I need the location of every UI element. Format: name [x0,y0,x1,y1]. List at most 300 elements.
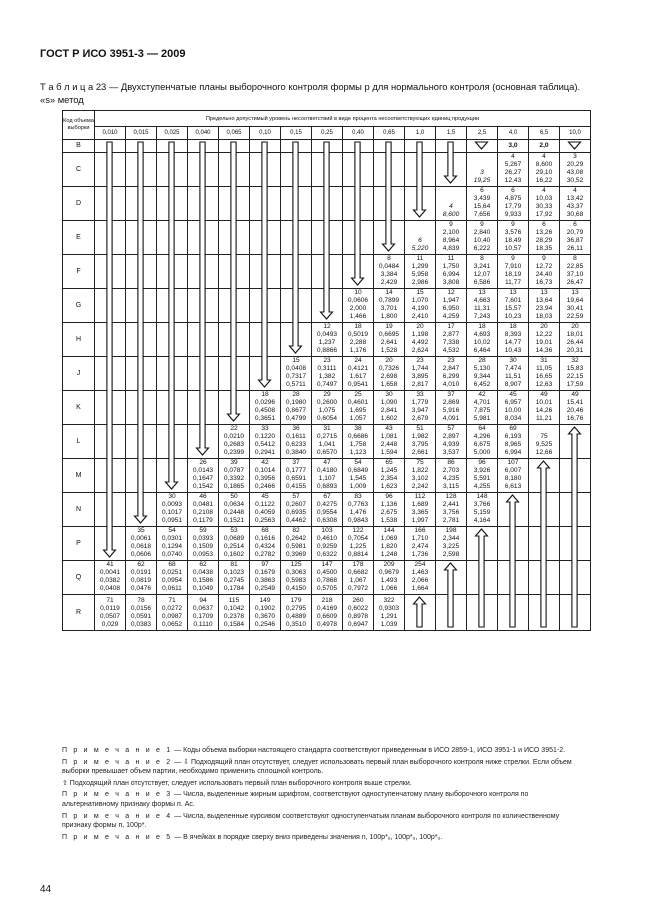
plan-values [157,597,187,630]
note-label: П р и м е ч а н и е 4 [62,812,173,820]
plan-cell [498,323,529,357]
sample-size: 18 [261,391,269,398]
sample-size: 115 [228,597,240,604]
limit-value: 0,0156 [130,605,152,612]
limit-value: 0,0611 [162,585,182,592]
limit-value: 2,242 [411,483,429,490]
limit-value: 10,03 [535,195,553,202]
limit-value: 0,9303 [378,605,400,612]
empty-cell [498,493,529,527]
sample-size: 144 [383,527,395,534]
sample-size: 46 [199,493,207,500]
plan-values [560,289,590,322]
limit-value: 43,08 [566,169,584,176]
limit-value: 1,466 [349,313,367,320]
plan-values [374,493,404,526]
limit-value: 0,3840 [285,449,307,456]
page-number: 44 [40,884,52,895]
limit-value: 2,344 [442,535,460,542]
limit-value: 0,1679 [254,569,276,576]
plan-values [467,289,497,322]
aql-level-cell: 0,025 [157,127,188,140]
row-code: J [63,357,95,391]
limit-value: 0,7763 [347,501,369,508]
plan-cell [529,391,560,425]
empty-cell [126,493,157,527]
limit-value: 0,2782 [254,551,276,558]
plan-cell [157,493,188,527]
plan-cell [560,255,591,289]
plan-cell [467,255,498,289]
sample-size: 54 [354,459,362,466]
limit-value: 30,52 [566,177,584,184]
plan-cell [250,459,281,493]
limit-value: 0,6682 [347,569,369,576]
limit-value: 3,225 [442,543,460,550]
limit-value: 1,538 [380,517,398,524]
limit-value: 2,598 [442,551,460,558]
plan-cell [498,187,529,221]
sample-size: 51 [416,425,424,432]
sample-size: 26 [199,459,207,466]
limit-value: 0,0272 [161,605,183,612]
aql-level-cell: 1,0 [405,127,436,140]
limit-value: 0,3670 [254,613,276,620]
empty-cell [219,140,250,153]
limit-value: 0,2642 [285,535,307,542]
plan-values [250,527,280,560]
plan-cell: 3,0 [498,140,529,153]
limit-value: 0,1294 [161,543,183,550]
plan-values [529,357,559,390]
limit-value: 0,2399 [223,449,245,456]
plan-values [343,527,373,560]
limit-value: 2,661 [411,449,429,456]
limit-value: 3,895 [411,373,429,380]
limit-value: 0,029 [101,621,119,628]
plan-cell [405,323,436,357]
limit-value: 0,5019 [347,331,369,338]
limit-value: 12,43 [504,177,522,184]
sample-size: 209 [383,561,395,568]
plan-values [405,459,435,492]
limit-value: 4,875 [504,195,522,202]
empty-cell [126,140,157,153]
limit-value: 0,9541 [347,381,369,388]
limit-value: 6,464 [473,347,491,354]
limit-value: 1,107 [318,475,336,482]
plan-values [436,425,466,458]
plan-cell [281,459,312,493]
empty-cell [157,255,188,289]
limit-value: 1,695 [349,407,367,414]
limit-value: 12,63 [535,381,553,388]
plan-values [374,597,404,630]
empty-cell [157,221,188,255]
limit-value: 0,0383 [130,621,152,628]
sample-size: 83 [354,493,362,500]
limit-value: 0,4150 [285,585,307,592]
sample-size: 30 [509,357,517,364]
row-code: C [63,153,95,187]
limit-value: 1,081 [380,433,398,440]
limit-value: 16,65 [535,373,553,380]
limit-value: 0,4889 [285,613,307,620]
plan-values [467,391,497,424]
sample-size: 23 [323,357,331,364]
sample-size: 128 [445,493,457,500]
limit-value: 2,354 [380,475,398,482]
plan-values [374,561,404,594]
limit-value: 0,0787 [223,467,245,474]
sample-size: 19 [385,323,393,330]
limit-value: 0,0740 [161,551,183,558]
plan-cell [281,527,312,561]
limit-value: 0,1122 [255,501,275,508]
row-code: M [63,459,95,493]
limit-value: 3,947 [411,407,429,414]
note-text: — Числа, выделенные жирным шрифтом, соответствуют одноступенчатому плану выборочного контроля по альтернативному признаку формы п. Ас. [62,791,529,808]
limit-value: 3,926 [473,467,491,474]
empty-cell [95,289,126,323]
empty-cell [188,140,219,153]
plan-cell [250,595,281,631]
plan-cell [343,357,374,391]
plan-values [281,493,311,526]
limit-value: 0,7972 [347,585,369,592]
sample-size: 42 [261,459,269,466]
sample-size: 39 [230,459,238,466]
limit-value: 10,02 [473,339,491,346]
limit-value: 10,40 [473,237,491,244]
limit-value: 0,2715 [316,433,338,440]
empty-cell [281,187,312,221]
limit-value: 0,3956 [254,475,276,482]
limit-value: 0,0210 [223,433,245,440]
limit-value: 0,0637 [192,605,214,612]
empty-cell [529,595,560,631]
plan-cell [529,187,560,221]
limit-value: 1,463 [411,569,429,576]
limit-value: 0,2600 [316,399,338,406]
plan-cell [405,357,436,391]
aql-level-cell: 0,065 [219,127,250,140]
empty-cell [405,187,436,221]
limit-value: 6,675 [473,441,491,448]
sample-size: 42 [478,391,486,398]
sample-size: 4 [511,153,515,160]
limit-value: 0,0987 [161,613,183,620]
limit-value: 13,64 [535,297,553,304]
limit-value: 13,42 [566,195,584,202]
limit-value: 2,000 [349,305,367,312]
limit-value: 6,950 [442,305,460,312]
limit-value: 10,00 [504,407,522,414]
limit-value: 3,365 [411,509,429,516]
limit-value: 0,1023 [223,569,245,576]
sample-size: 23 [416,357,424,364]
limit-value: 26,11 [566,245,583,252]
plan-values [467,425,497,458]
plan-cell [250,425,281,459]
empty-cell [560,140,591,153]
sample-size: 14 [385,289,393,296]
empty-cell [219,289,250,323]
sample-size: 28 [478,357,486,364]
plan-values [529,289,559,322]
plan-values [219,425,249,458]
limit-value: 17,79 [504,203,522,210]
plan-cell [188,459,219,493]
limit-value: 1,382 [318,373,336,380]
plan-values [188,561,218,594]
sample-size: 147 [321,561,333,568]
row-code: F [63,255,95,289]
empty-cell [126,255,157,289]
limit-value: 0,1049 [192,585,214,592]
limit-value: 0,0652 [161,621,183,628]
limit-value: 20,79 [566,229,584,236]
limit-value: 0,3651 [254,415,276,422]
row-code: Q [63,561,95,595]
limit-value: 18,01 [566,331,584,338]
plan-cell [250,561,281,595]
limit-value: 7,338 [442,339,460,346]
plan-values [343,357,373,390]
plan-values [250,459,280,492]
plan-values [436,493,466,526]
table-row [63,153,591,187]
plan-cell [219,527,250,561]
empty-cell [95,153,126,187]
limit-value: 2,288 [349,339,367,346]
empty-cell [95,255,126,289]
table-row [63,493,591,527]
limit-value: 0,1777 [285,467,307,474]
limit-value: 11,21 [535,415,552,422]
plan-values [498,357,528,390]
note-text: — ⇩ Подходящий план отсутствует, следует использовать первый план выборочного контроля ниже стрелки. Если объем выборки превышает объем партии, необходимо применить сплошной контроль. [62,758,572,776]
limit-value: 0,0951 [161,517,183,524]
limit-value: 1,009 [349,483,367,490]
limit-value: 10,43 [504,347,522,354]
plan-values [498,221,528,254]
plan-values [219,561,249,594]
table-caption: Т а б л и ц а 23 — Двухступенчатые планы выборочного контроля формы p для нормального контроля (основная таблица). «s» метод [40,81,581,105]
limit-value: 0,1602 [223,551,245,558]
limit-value: 5,159 [473,509,491,516]
sample-size: 6 [480,187,484,194]
empty-cell [312,187,343,221]
limit-value: 2,703 [442,467,460,474]
limit-value: 12,72 [535,263,553,270]
limit-value: 4,701 [473,399,491,406]
plan-values [560,153,590,186]
limit-value: 0,2108 [192,509,214,516]
plan-values [343,459,373,492]
plan-values [312,357,342,390]
limit-value: 0,4500 [316,569,338,576]
sample-size: 45 [261,493,269,500]
limit-value: 0,0591 [130,613,152,620]
empty-cell [250,289,281,323]
sample-size: 32 [571,357,579,364]
limit-value: 5,916 [442,407,460,414]
limit-value: 0,6947 [347,621,369,628]
limit-value: 1,750 [442,263,460,270]
plan-cell [157,595,188,631]
limit-value: 0,1014 [254,467,276,474]
code-header-label: Код объема выборки [63,118,94,131]
limit-value: 1,041 [318,441,336,448]
limit-value: 12,07 [473,271,491,278]
limit-value: 1,820 [380,543,398,550]
empty-cell [405,140,436,153]
limit-value: 3,102 [411,475,429,482]
limit-value: 0,4324 [254,543,276,550]
plan-cell [405,493,436,527]
sample-size: 166 [414,527,426,534]
empty-cell [188,255,219,289]
empty-cell [281,323,312,357]
limit-value: 30,68 [566,211,584,218]
limit-value: 0,1584 [223,621,245,628]
limit-value: 4,693 [473,331,491,338]
sample-size: 254 [414,561,426,568]
limit-value: 15,41 [566,399,584,406]
sample-size: 45 [509,391,517,398]
sample-size: 107 [507,459,519,466]
limit-value: 0,2514 [223,543,245,550]
plan-cell [374,357,405,391]
plan-cell [281,595,312,631]
limit-value: 0,1521 [223,517,245,524]
empty-cell [157,323,188,357]
plan-values [374,459,404,492]
sample-size: 62 [137,561,145,568]
plan-values [250,597,280,630]
note-text: ⇧ Подходящий план отсутствует, следует использовать первый план выборочного контроля выше стрелки. [62,779,412,787]
table-row [63,561,591,595]
limit-value: 10,23 [504,313,522,320]
plan-values [374,527,404,560]
empty-cell [250,255,281,289]
empty-cell [157,153,188,187]
plan-cell [95,595,126,631]
plan-cell [312,323,343,357]
plan-cell [312,391,343,425]
table-row [63,221,591,255]
empty-cell [281,221,312,255]
aql-level-cell: 6,5 [529,127,560,140]
plan-cell [467,153,498,187]
plan-values [498,187,528,220]
plan-cell [560,221,591,255]
limit-value: 0,6686 [347,433,369,440]
row-code: K [63,391,95,425]
limit-value: 2,817 [411,381,429,388]
limit-value: 0,2546 [254,621,276,628]
plan-cell [281,391,312,425]
limit-value: 17,59 [566,381,584,388]
plan-cell [529,323,560,357]
limit-value: 0,9554 [316,509,338,516]
empty-cell [560,493,591,527]
limit-value: 14,77 [504,339,522,346]
limit-value: 6,613 [504,483,522,490]
limit-value: 0,2448 [223,509,245,516]
sample-size: 78 [137,597,145,604]
plan-cell [560,153,591,187]
limit-value: 0,6308 [316,517,338,524]
sample-size: 75 [416,459,424,466]
empty-cell [312,221,343,255]
empty-cell [436,561,467,595]
plan-cell [498,153,529,187]
limit-value: 2,781 [442,517,460,524]
sample-size: 30 [168,493,176,500]
plan-cell [405,425,436,459]
plan-values [250,561,280,594]
limit-value: 1,066 [380,585,398,592]
empty-cell [281,289,312,323]
plan-values [529,323,559,356]
plan-values [467,169,497,186]
plan-values [219,527,249,560]
plan-cell [374,391,405,425]
limit-value: 0,0618 [130,543,152,550]
limit-value: 0,1220 [254,433,276,440]
limit-value: 1,658 [380,381,398,388]
empty-cell [95,140,126,153]
plan-values [560,357,590,390]
plan-cell [436,187,467,221]
limit-value: 7,875 [473,407,491,414]
limit-value: 0,4799 [285,415,307,422]
empty-cell [188,357,219,391]
note-item [62,779,586,789]
limit-value: 3,576 [504,229,522,236]
limit-value: 28,29 [535,237,553,244]
plan-values [529,433,559,458]
plan-cell [498,221,529,255]
limit-value: 26,47 [566,279,584,286]
sample-size: 82 [292,527,300,534]
plan-values [560,255,590,288]
plan-cell [436,459,467,493]
limit-value: 7,910 [504,263,522,270]
limit-value: 12,66 [535,449,553,456]
limit-value: 0,6022 [347,605,369,612]
limit-value: 0,7497 [316,381,338,388]
empty-cell [126,357,157,391]
plan-cell [281,357,312,391]
limit-value: 0,7317 [285,373,307,380]
sample-size: 9 [480,221,484,228]
plan-cell [219,493,250,527]
limit-value: 30,33 [535,203,553,210]
limit-value: 16,22 [535,177,553,184]
plan-cell [436,493,467,527]
limit-value: 1,123 [349,449,367,456]
limit-value: 0,2607 [285,501,307,508]
limit-value: 2,410 [411,313,429,320]
limit-value: 0,8677 [285,407,307,414]
limit-value: 1,545 [349,475,367,482]
empty-cell [436,140,467,153]
plan-cell [343,527,374,561]
sample-size: 13 [540,289,548,296]
